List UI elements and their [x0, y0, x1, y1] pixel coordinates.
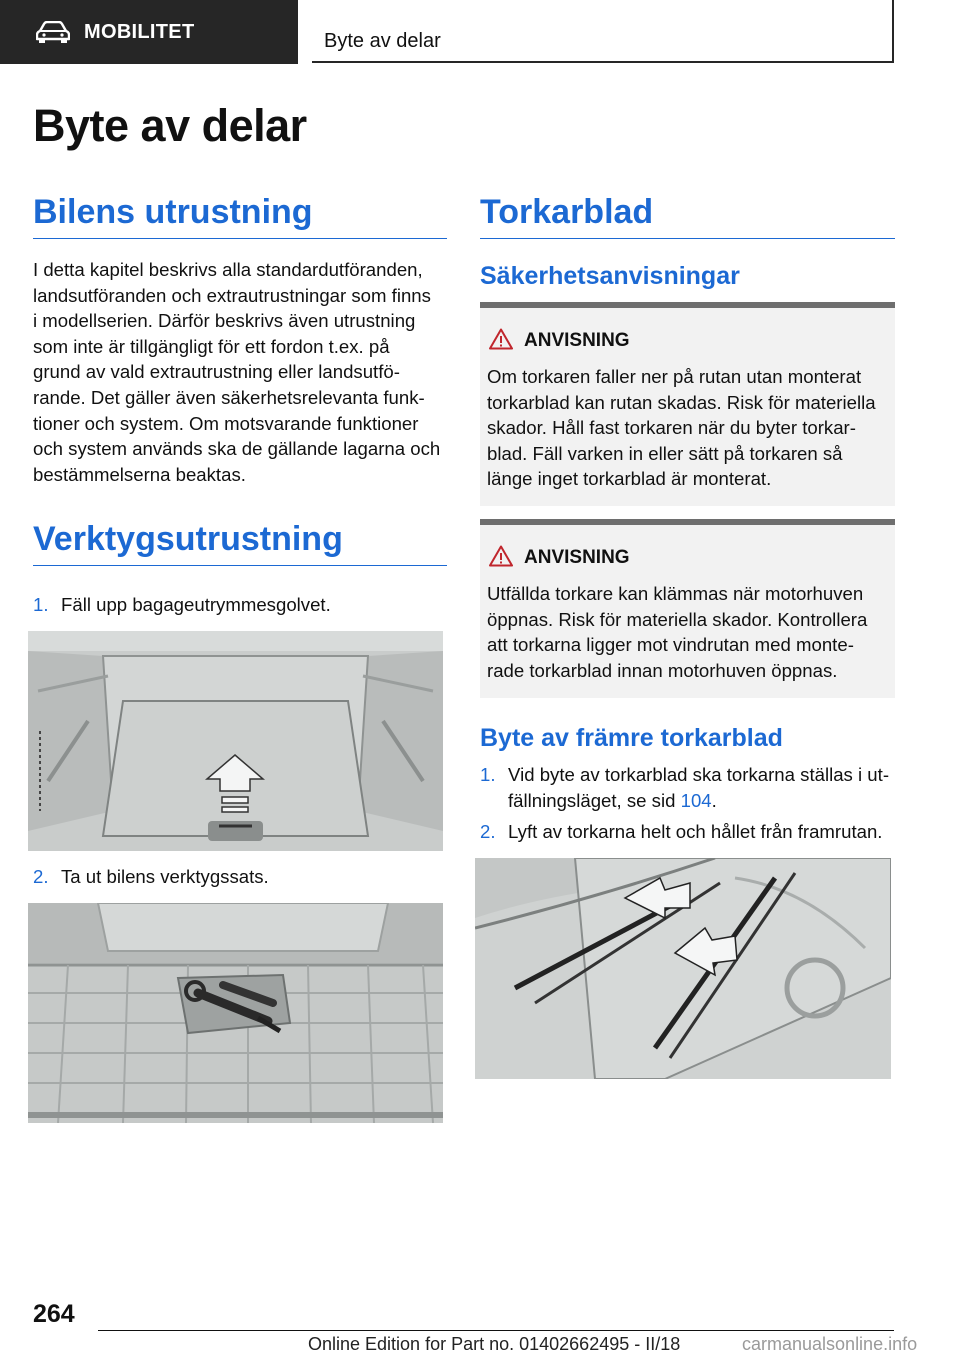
notice-body — [487, 364, 876, 492]
step-text: Lyft av torkarna helt och hållet från framrutan. — [508, 821, 883, 842]
equipment-line: landsutföranden och extrautrustningar som finns — [33, 284, 431, 306]
section-label: MOBILITET — [84, 20, 195, 43]
page-title: Byte av delar — [33, 100, 307, 151]
step-number: 1. — [33, 594, 49, 615]
cargo-floor-illustration — [28, 631, 443, 851]
tools-step-1 — [33, 592, 447, 618]
heading-front-wiper: Byte av främre torkarblad — [480, 724, 783, 752]
heading-safety: Säkerhetsanvisningar — [480, 262, 740, 290]
equipment-paragraph — [33, 257, 453, 487]
chapter-label: Byte av delar — [324, 30, 441, 52]
equipment-line: I detta kapitel beskrivs alla standardutföranden, — [33, 259, 423, 280]
warning-icon — [489, 545, 513, 567]
notice-line: torkarblad kan rutan skadas. Risk för materiella — [487, 391, 876, 413]
step-text: Ta ut bilens verktygssats. — [61, 866, 269, 887]
notice-line: blad. Fäll varken in eller sätt på torkaren så — [487, 442, 843, 464]
notice-line: Om torkaren faller ner på rutan utan monterat — [487, 366, 862, 387]
step-text: Fäll upp bagageutrymmesgolvet. — [61, 594, 331, 615]
step-number: 2. — [33, 866, 49, 887]
equipment-line: och system används ska de gällande lagarna och — [33, 438, 441, 460]
footer-rule — [98, 1330, 894, 1331]
notice-line: skador. Håll fast torkaren när du byter torkar‐ — [487, 417, 856, 439]
tools-step-2 — [33, 864, 447, 890]
step-number: 1. — [480, 764, 496, 785]
heading-wiper: Torkarblad — [480, 193, 895, 239]
notice-line: att torkarna ligger mot vindrutan med monte‐ — [487, 634, 854, 656]
page-link[interactable]: 104 — [680, 790, 712, 811]
equipment-line: rande. Det gäller även säkerhetsrelevanta funk‐ — [33, 386, 425, 408]
heading-tools: Verktygsutrustning — [33, 520, 447, 566]
notice-line: öppnas. Risk för materiella skador. Kontrollera — [487, 608, 868, 630]
page-number: 264 — [33, 1300, 75, 1328]
notice-line: Utfällda torkare kan klämmas när motorhuven — [487, 583, 864, 604]
warning-icon — [489, 328, 513, 350]
car-icon — [36, 21, 70, 43]
wiper-step-1 — [480, 762, 895, 814]
step-text-line: . — [711, 790, 717, 811]
heading-equipment: Bilens utrustning — [33, 193, 447, 239]
equipment-line: grund av vald extrautrustning eller landsutfö‐ — [33, 361, 400, 383]
equipment-line: tioner och system. Om motsvarande funktioner — [33, 412, 419, 434]
notice-body — [487, 581, 867, 683]
toolkit-illustration — [28, 903, 443, 1123]
section-tab — [0, 0, 298, 64]
notice-box-1 — [480, 302, 895, 506]
step-number: 2. — [480, 821, 496, 842]
step-text-line: fällningsläget, se sid — [508, 790, 681, 811]
step-text-line: Vid byte av torkarblad ska torkarna ställas i ut‐ — [508, 764, 890, 785]
equipment-line: i modellserien. Därför beskrivs även utrustning — [33, 310, 416, 332]
chapter-header — [312, 0, 894, 63]
notice-line: länge inget torkarblad är monterat. — [487, 468, 772, 490]
wiper-illustration — [475, 858, 891, 1079]
notice-title: ANVISNING — [524, 330, 630, 351]
equipment-line: som inte är tillgängligt för ett fordon t.ex. på — [33, 335, 390, 357]
equipment-line: bestämmelserna beaktas. — [33, 463, 246, 485]
notice-box-2 — [480, 519, 895, 698]
notice-title: ANVISNING — [524, 547, 630, 568]
notice-line: rade torkarblad innan motorhuven öppnas. — [487, 659, 838, 681]
edition-text: Online Edition for Part no. 01402662495 - II/18 — [308, 1334, 681, 1354]
watermark: carmanualsonline.info — [742, 1334, 918, 1354]
wiper-step-2 — [480, 819, 895, 845]
step-text — [508, 762, 889, 814]
